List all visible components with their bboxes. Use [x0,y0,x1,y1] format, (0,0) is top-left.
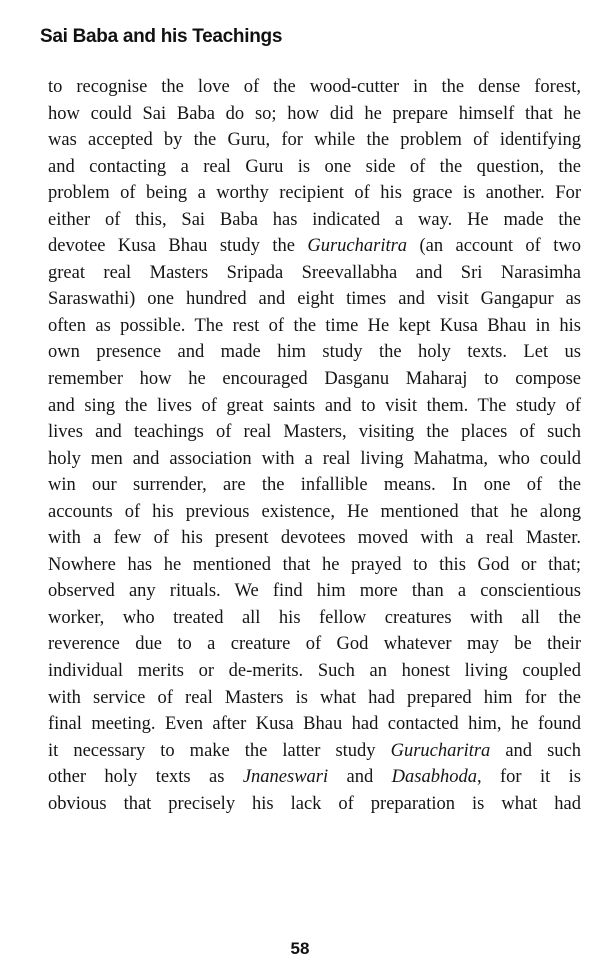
text-run: Saraswathi) one hundred and eight times and visit Gangapur as [48,289,581,310]
text-line [48,207,581,234]
text-line [48,101,581,128]
text-run: final meeting. Even after Kusa Bhau had contacted him, he found [48,714,581,735]
text-line [48,578,581,605]
text-line [48,791,581,818]
text-run: obvious that precisely his lack of preparation is what had [48,793,581,814]
text-run: individual merits or de-merits. Such an honest living coupled [48,661,581,682]
text-line [48,552,581,579]
text-line [48,658,581,685]
italic-title: Jnaneswari [242,767,329,788]
text-run: devotee Kusa Bhau study the [48,236,308,257]
text-run: , for it is [476,767,581,788]
text-run: accounts of his previous existence, He mentioned that he along [48,501,581,522]
text-line [48,419,581,446]
running-head: Sai Baba and his Teachings [40,26,283,47]
text-line [48,499,581,526]
text-run: with service of real Masters is what had prepared him for the [48,687,581,708]
italic-title: Gurucharitra [390,740,491,761]
text-run: and such [490,740,581,761]
body-text [48,74,581,817]
text-line [48,154,581,181]
text-line [48,446,581,473]
text-run: remember how he encouraged Dasganu Maharaj to compose [48,369,581,390]
page-number: 58 [290,939,310,958]
text-run: (an account of two [407,236,581,257]
text-run: often as possible. The rest of the time He kept Kusa Bhau in his [48,315,581,336]
text-line [48,286,581,313]
text-run: either of this, Sai Baba has indicated a way. He made the [48,209,581,230]
text-line [48,233,581,260]
italic-title: Gurucharitra [307,236,408,257]
italic-title: Dasabhoda [391,767,477,788]
text-line [48,472,581,499]
text-run: worker, who treated all his fellow creatures with all the [48,607,581,628]
text-run: it necessary to make the latter study [48,740,391,761]
text-line [48,711,581,738]
text-line [48,180,581,207]
text-line [48,366,581,393]
text-line [48,764,581,791]
text-run: Nowhere has he mentioned that he prayed to this God or that; [48,554,581,575]
text-line [48,313,581,340]
text-line [48,631,581,658]
text-run: lives and teachings of real Masters, visiting the places of such [48,422,581,443]
text-line [48,738,581,765]
text-run: observed any rituals. We find him more than a conscientious [48,581,581,602]
text-run: other holy texts as [48,767,243,788]
text-run: own presence and made him study the holy texts. Let us [48,342,581,363]
text-run: great real Masters Sripada Sreevallabha and Sri Narasimha [48,262,581,283]
text-run: to recognise the love of the wood-cutter in the dense forest, [48,77,581,97]
text-line [48,605,581,632]
text-run: and contacting a real Guru is one side of the question, the [48,156,581,177]
text-line [48,685,581,712]
text-run: was accepted by the Guru, for while the problem of identifying [48,130,581,151]
text-run: win our surrender, are the infallible means. In one of the [48,475,581,496]
text-line [48,127,581,154]
text-run: and sing the lives of great saints and to visit them. The study of [48,395,581,416]
text-line [48,74,581,101]
text-run: and [328,767,392,788]
text-run: holy men and association with a real living Mahatma, who could [48,448,581,469]
text-line [48,260,581,287]
text-run: with a few of his present devotees moved with a real Master. [48,528,581,549]
text-run: how could Sai Baba do so; how did he prepare himself that he [48,103,581,124]
text-line [48,525,581,552]
text-line [48,393,581,420]
text-run: reverence due to a creature of God whatever may be their [48,634,581,655]
text-run: problem of being a worthy recipient of his grace is another. For [48,183,581,204]
text-line [48,339,581,366]
